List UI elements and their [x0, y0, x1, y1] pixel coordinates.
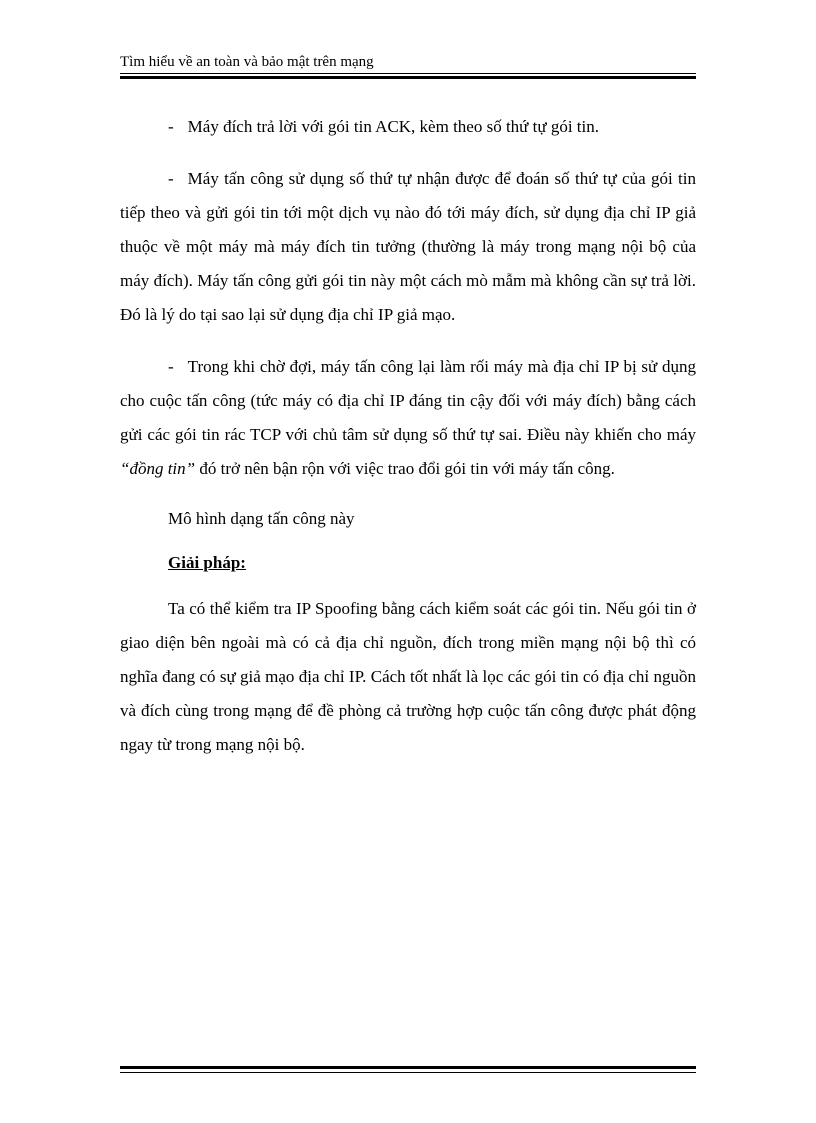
bullet-dash: -: [168, 357, 174, 376]
page-content: [120, 110, 696, 780]
header-rule-thin: [120, 73, 696, 74]
bullet-text-after: đó trở nên bận rộn với việc trao đổi gói tin với máy tấn công.: [195, 459, 615, 478]
bullet-dash: -: [168, 117, 174, 136]
running-header: Tìm hiểu về an toàn và bảo mật trên mạng: [120, 54, 374, 70]
bullet-paragraph-2: [120, 162, 696, 332]
bullet-paragraph-1: [120, 110, 696, 144]
bullet-text: Máy tấn công sử dụng số thứ tự nhận được để đoán số thứ tự của gói tin tiếp theo và gửi gói tin tới một dịch vụ nào đó tới máy đích, sử dụng địa chỉ IP giả thuộc về một máy mà máy đích tin tưởng (thường là máy trong mạng nội bộ của máy đích). Máy tấn công gửi gói tin này một cách mò mẫm mà không cần sự trả lời. Đó là lý do tại sao lại sử dụng địa chỉ IP giả mạo.: [120, 169, 696, 324]
solution-heading: Giải pháp:: [168, 553, 246, 572]
footer-rule-thin: [120, 1072, 696, 1073]
footer-rule-thick: [120, 1066, 696, 1069]
bullet-paragraph-3: [120, 350, 696, 486]
bullet-dash: -: [168, 169, 174, 188]
solution-paragraph: Ta có thể kiểm tra IP Spoofing bằng cách kiểm soát các gói tin. Nếu gói tin ở giao diện bên ngoài mà có cả địa chỉ nguồn, đích trong miền mạng nội bộ thì có nghĩa đang có sự giả mạo địa chỉ IP. Cách tốt nhất là lọc các gói tin có địa chỉ nguồn và đích cùng trong mạng để đề phòng cả trường hợp cuộc tấn công được phát động ngay từ trong mạng nội bộ.: [120, 599, 696, 754]
model-caption: Mô hình dạng tấn công này: [168, 509, 355, 528]
bullet-text: Máy đích trả lời với gói tin ACK, kèm theo số thứ tự gói tin.: [187, 117, 600, 136]
bullet-text-before: Trong khi chờ đợi, máy tấn công lại làm rối máy mà địa chỉ IP bị sử dụng cho cuộc tấn công (tức máy có địa chỉ IP đáng tin cậy đối với máy đích) bằng cách gửi các gói tin rác TCP với chủ tâm sử dụng số thứ tự sai. Điều này khiến cho máy: [120, 357, 696, 444]
header-rule-thick: [120, 76, 696, 79]
bullet-text-italic: “đồng tin”: [120, 459, 196, 478]
